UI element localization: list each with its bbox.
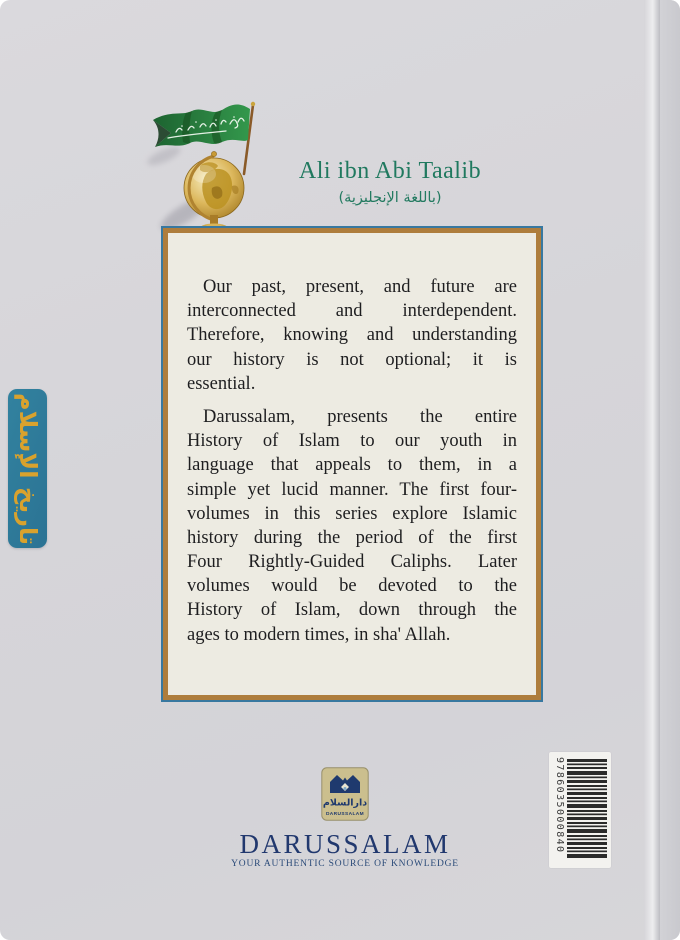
logo-arabic-text: دارالسلام xyxy=(322,797,368,809)
blurb-panel xyxy=(163,228,541,700)
blurb-line: history during the period of the first xyxy=(187,527,517,548)
blurb-line: History of Islam, down through the xyxy=(187,600,517,621)
logo-caption-text: DARUSSALAM xyxy=(325,812,365,817)
series-tab-arabic-label: تاريخ الإسلام xyxy=(13,392,42,545)
blurb-line: Our past, present, and future are xyxy=(203,277,517,297)
book-page-edge xyxy=(644,0,660,940)
barcode-bars-icon xyxy=(567,759,607,861)
flag-shadow xyxy=(145,143,183,169)
isbn-barcode xyxy=(549,752,611,868)
publisher-tagline: YOUR AUTHENTIC SOURCE OF KNOWLEDGE xyxy=(231,859,459,869)
publisher-name: DARUSSALAM xyxy=(239,829,451,859)
blurb-line: volumes would be devoted to the xyxy=(187,576,517,597)
blurb-line: volumes in this series explore Islamic xyxy=(187,503,517,524)
blurb-line: essential. xyxy=(187,373,256,394)
blurb-line: interconnected and interdependent. xyxy=(187,301,517,322)
darussalam-logo-icon xyxy=(321,767,369,821)
blurb-line: History of Islam to our youth in xyxy=(187,431,517,452)
blurb-paragraph-2 xyxy=(187,405,517,647)
blurb-line: Four Rightly-Guided Caliphs. Later xyxy=(187,552,517,573)
isbn-number: 9786035000840 xyxy=(554,757,565,854)
book-title: Ali ibn Abi Taalib xyxy=(298,158,482,184)
language-note-arabic: (باللغة الإنجليزية) xyxy=(338,190,442,206)
blurb-line: Therefore, knowing and understanding xyxy=(187,325,517,346)
blurb-line: language that appeals to them, in a xyxy=(187,455,517,476)
blurb-paragraph-1 xyxy=(187,275,517,396)
blurb-line: Darussalam, presents the entire xyxy=(203,406,517,427)
blurb-line: our history is not optional; it is xyxy=(187,349,517,370)
series-tab xyxy=(8,389,47,548)
blurb-line: ages to modern times, in sha' Allah. xyxy=(187,624,451,645)
publisher-logo xyxy=(321,767,369,826)
globe-icon xyxy=(184,151,244,234)
book-cover-edge xyxy=(660,0,680,940)
saudi-flag-icon xyxy=(153,104,250,147)
blurb-line: simple yet lucid manner. The first four- xyxy=(187,479,517,500)
